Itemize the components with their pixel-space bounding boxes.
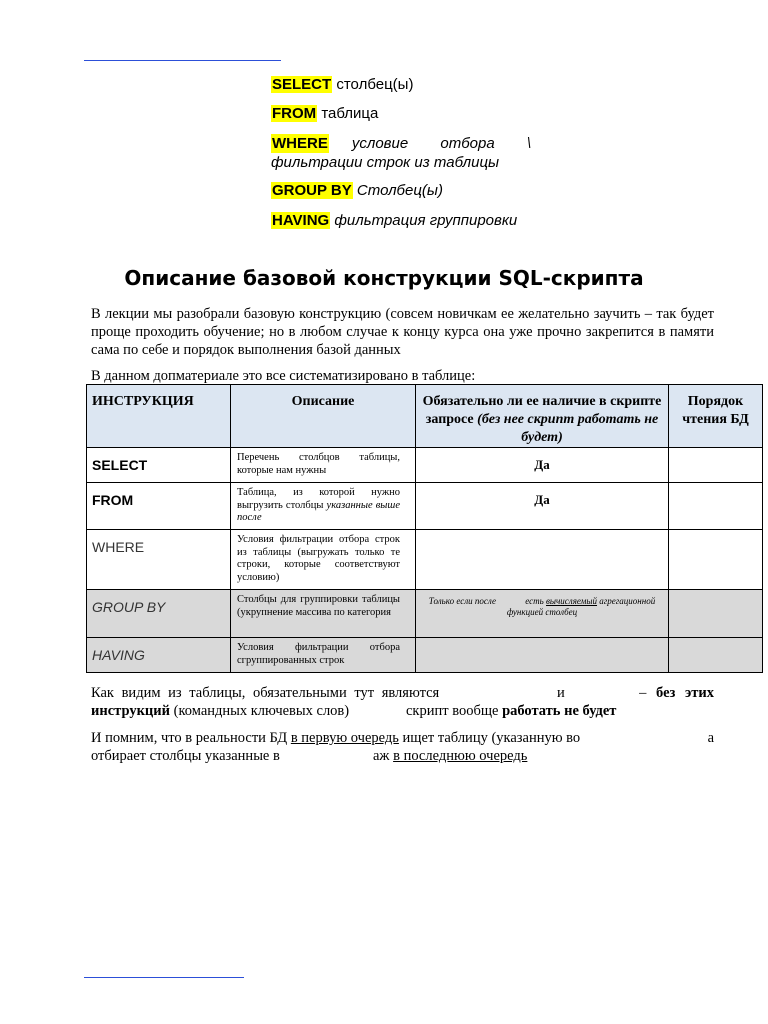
row-keyword: SELECT [87, 448, 231, 483]
row-description: Условия фильтрации отбора сгруппированных строк [231, 638, 416, 673]
row-order [669, 530, 763, 590]
row-order [669, 483, 763, 530]
keyword-from: FROM [272, 105, 317, 122]
syntax-group-by: GROUP BY Столбец(ы) [272, 182, 443, 199]
table-row [87, 448, 763, 483]
table-row [87, 483, 763, 530]
row-description: Столбцы для группировки таблицы (укрупнение массива по категория [231, 590, 416, 638]
row-required: Да [416, 483, 669, 530]
table-row [87, 590, 763, 638]
keyword-select: SELECT [272, 76, 332, 93]
keyword-having: HAVING [272, 212, 330, 229]
row-order [669, 590, 763, 638]
paragraph-table-intro: В данном допматериале это все систематизировано в таблице: [91, 368, 476, 384]
row-required [416, 638, 669, 673]
keyword-where: WHERE [272, 135, 328, 152]
row-description: Перечень столбцов таблицы, которые нам нужны [231, 448, 416, 483]
paragraph-intro: В лекции мы разобрали базовую конструкцию (совсем новичкам ее желательно заучить – так будет проще проходить обучение; но в любом случае к концу курса она уже прочно закрепится в памяти сама по себе и порядок выполнения базой данных [91, 306, 714, 358]
row-order [669, 448, 763, 483]
row-description: Таблица, из которой нужно выгрузить столбцы указанные выше после [231, 483, 416, 530]
row-required: Только если после есть вычисляемый агрегационной функцией столбец [416, 590, 669, 638]
syntax-from: FROM таблица [272, 105, 379, 122]
table-row [87, 530, 763, 590]
header-required: Обязательно ли ее наличие в скрипте запросе (без нее скрипт работать не будет) [416, 385, 669, 448]
header-instruction: ИНСТРУКЦИЯ [87, 385, 231, 448]
row-order [669, 638, 763, 673]
row-required [416, 530, 669, 590]
top-link-underline[interactable] [84, 60, 281, 61]
row-keyword: HAVING [87, 638, 231, 673]
row-description: Условия фильтрации отбора строк из таблицы (выгружать только те строки, которые соответствуют условию) [231, 530, 416, 590]
header-read-order: Порядок чтения БД [669, 385, 763, 448]
row-keyword: GROUP BY [87, 590, 231, 638]
paragraph-order: И помним, что в реальности БД в первую очередь ищет таблицу (указанную во а отбирает столбцы указанные в аж в последнюю очередь [91, 730, 714, 764]
header-description: Описание [231, 385, 416, 448]
sql-clauses-table [86, 384, 763, 673]
row-keyword: FROM [87, 483, 231, 530]
table-row [87, 638, 763, 673]
syntax-having: HAVING фильтрация группировки [272, 212, 518, 229]
row-keyword: WHERE [87, 530, 231, 590]
paragraph-conclusion: Как видим из таблицы, обязательными тут являются и – без этих инструкций (командных ключевых слов) скрипт вообще работать не будет [91, 685, 714, 719]
keyword-group-by: GROUP BY [272, 182, 352, 199]
syntax-where: WHERE условие отбора \ фильтрации строк из таблицы [271, 135, 531, 171]
bottom-link-underline[interactable] [84, 977, 244, 978]
syntax-select: SELECT столбец(ы) [272, 76, 414, 93]
page-title: Описание базовой конструкции SQL-скрипта [124, 266, 644, 290]
row-required: Да [416, 448, 669, 483]
